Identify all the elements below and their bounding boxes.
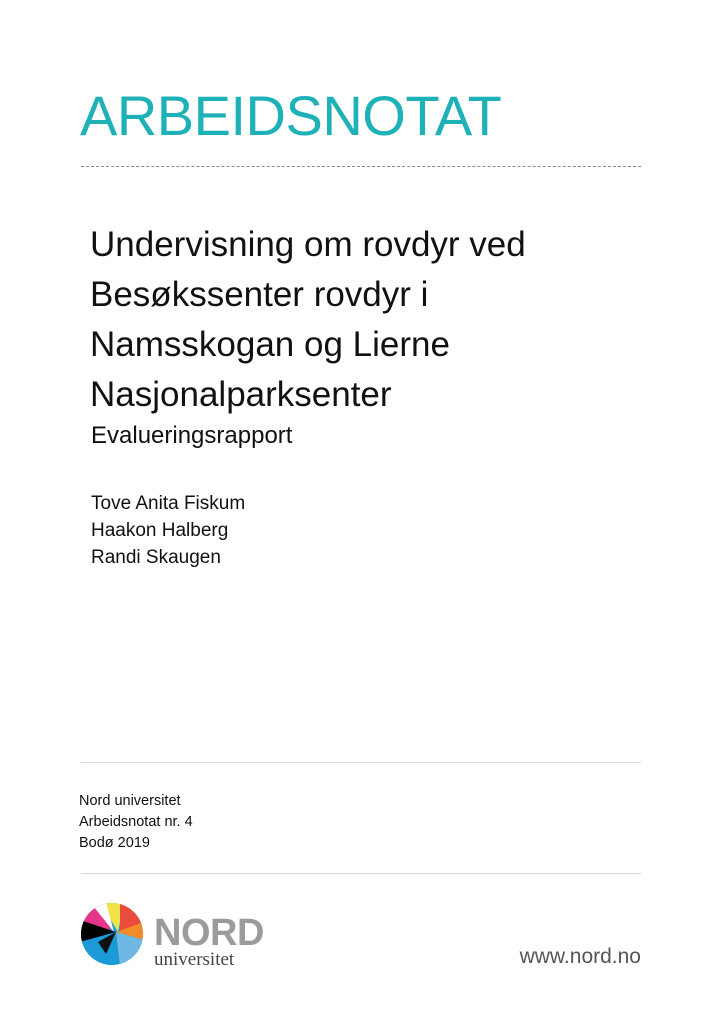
institution-name: Nord universitet xyxy=(79,793,181,809)
author-name: Haakon Halberg xyxy=(91,520,229,541)
report-title-line: Besøkssenter rovdyr i xyxy=(90,275,429,314)
author-name: Randi Skaugen xyxy=(91,547,221,568)
report-title-line: Nasjonalparksenter xyxy=(90,375,392,414)
author-name: Tove Anita Fiskum xyxy=(91,493,246,514)
logo-subtitle: universitet xyxy=(154,949,235,970)
report-title xyxy=(90,220,650,420)
publication-info xyxy=(79,791,193,854)
series-title: ARBEIDSNOTAT xyxy=(80,84,502,147)
logo-wordmark: NORD xyxy=(154,912,264,954)
place-year: Bodø 2019 xyxy=(79,835,150,851)
nord-universitet-logo xyxy=(80,902,280,972)
report-title-line: Undervisning om rovdyr ved xyxy=(90,225,526,264)
dotted-divider xyxy=(81,166,641,167)
report-subtitle: Evalueringsrapport xyxy=(91,422,293,449)
report-title-line: Namsskogan og Lierne xyxy=(90,325,450,364)
series-number: Arbeidsnotat nr. 4 xyxy=(79,814,193,830)
author-list xyxy=(91,490,245,571)
nord-universitet-logo-icon xyxy=(80,902,144,966)
divider-top xyxy=(81,762,641,763)
divider-bottom xyxy=(81,873,641,874)
website-link[interactable]: www.nord.no xyxy=(519,945,641,968)
